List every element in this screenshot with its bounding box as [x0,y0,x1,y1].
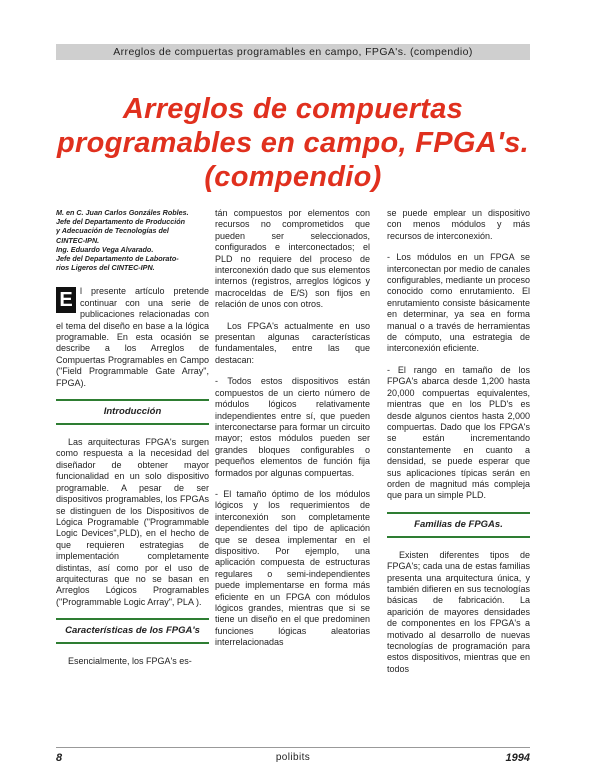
col3-paragraph: - Los módulos en un FPGA se interconectan por medio de canales configurables, mediante un proceso conocido como enrutamiento. El enrutamiento consiste básicamente en determinar, ya sea en forma manual o a través de herramientas de cómputo, una estrategia de interconexión eficiente. [387,252,530,354]
column-1 [56,208,209,678]
intro-text: l presente artículo pretende continuar con una serie de publicaciones relacionadas con el tema del diseño en base a la lógica programable. En esta ocasión se describe a los Arreglos de Compuertas Programables en Campo ("Field Programmable Gate Array", FPGA). [56,286,209,388]
familias-text: Existen diferentes tipos de FPGA's; cada una de estas familias presenta una arquitectura única, y también difieren en sus tecnologías básicas de fabricación. La aparición de mayores densidades de componentes en los FPGA's a motivado al desarrollo de nuevas tecnologías de programación para estos dispositivos, mientras que en todos [387,549,530,674]
page-footer [56,752,530,766]
col2-paragraph: - El tamaño óptimo de los módulos lógicos y los requerimientos de interconexión son completamente dependientes del tipo de aplicación que se desea implementar en el dispositivo. Por ejemplo, una aplicación compuesta de estructuras regulares o semi-independientes puede implementarse en forma más eficiente en un FPGA con módulos lógicos grandes, mientras que si se tiene un diseño en el que predominen funciones lógicas aleatorias interrelacionadas [215,488,370,648]
author-line: Ing. Eduardo Vega Alvarado. [56,244,154,254]
col2-paragraph: - Todos estos dispositivos están compuestos de un cierto número de módulos lógicos relativamente independientes entre sí, que pueden interconectarse para formar un circuito mayor; estos módulos pueden ser grandes bloques configurables o pequeños elementos de función fija formados por algunas compuertas. [215,376,370,478]
journal-name: polibits [275,752,311,763]
page-number: 8 [56,752,63,764]
author-line: Jefe del Departamento de Producción [56,217,186,227]
author-line: rios Ligeros del CINTEC-IPN. [56,263,155,273]
section-heading-caracteristicas: Características de los FPGA's [56,618,209,644]
column-2 [215,208,370,659]
author-line: M. en C. Juan Carlos Gonzáles Robles. [56,208,189,217]
col3-paragraph: se puede emplear un dispositivo con menos módulos y más recursos de interconexión. [387,208,530,241]
column-3 [387,208,530,685]
running-header: Arreglos de compuertas programables en campo, FPGA's. (compendio) [56,44,530,60]
author-line: y Adecuación de Tecnologías del [56,226,169,236]
intro-paragraph [56,286,209,389]
author-block [56,208,209,272]
section-heading-introduccion: Introducción [56,399,209,425]
col3-paragraph: - El rango en tamaño de los FPGA's abarca desde 1,200 hasta 20,000 compuertas equivalentes, mientras que en los PLD's es desde algunos cientos hasta 2,000 compuertas. Dado que los FPGA's se están incrementando constantemente en cuanto a densidad, se puede esperar que sus aplicaciones típicas serán en orden de magnitud más compleja que para un simple PLD. [387,364,530,501]
caracteristicas-text: Esencialmente, los FPGA's es- [68,656,192,667]
section-heading-familias: Familias de FPGAs. [387,512,530,538]
introduccion-text: Las arquitecturas FPGA's surgen como respuesta a la necesidad del diseñador de obtener mayor funcionalidad en un solo dispositivo programable. A pesar de ser dispositivos programables, los FPGAs se distinguen de los Dispositivos de Lógica Programable ("Programmable Logic Devices",PLD), en el hecho de que requieren estrategias de implementación completamente distintas, así como por el uso de arquitecturas que no se basan en Arreglos Lógicos Programables ("Programmable Logic Array", PLA ). [56,437,209,607]
col2-paragraph: tán compuestos por elementos con recursos no comprometidos que pueden ser seleccionados, configurados e interconectados; el PLD no requiere del proceso de interconexión dado que sus elementos internos (registros, arreglos lógicos y macroceldas de E/S) son fijos en relación de unos con otros. [215,208,370,310]
col2-paragraph: Los FPGA's actualmente en uso presentan algunas características fundamentales, entre las que destacan: [215,320,370,365]
publication-year: 1994 [505,752,530,764]
author-line: CINTEC-IPN. [56,235,100,245]
author-line: Jefe del Departamento de Laborato- [56,254,179,264]
drop-cap: E [56,287,76,313]
footer-rule [56,747,530,748]
article-title: Arreglos de compuertas programables en campo, FPGA's. (compendio) [57,93,529,193]
